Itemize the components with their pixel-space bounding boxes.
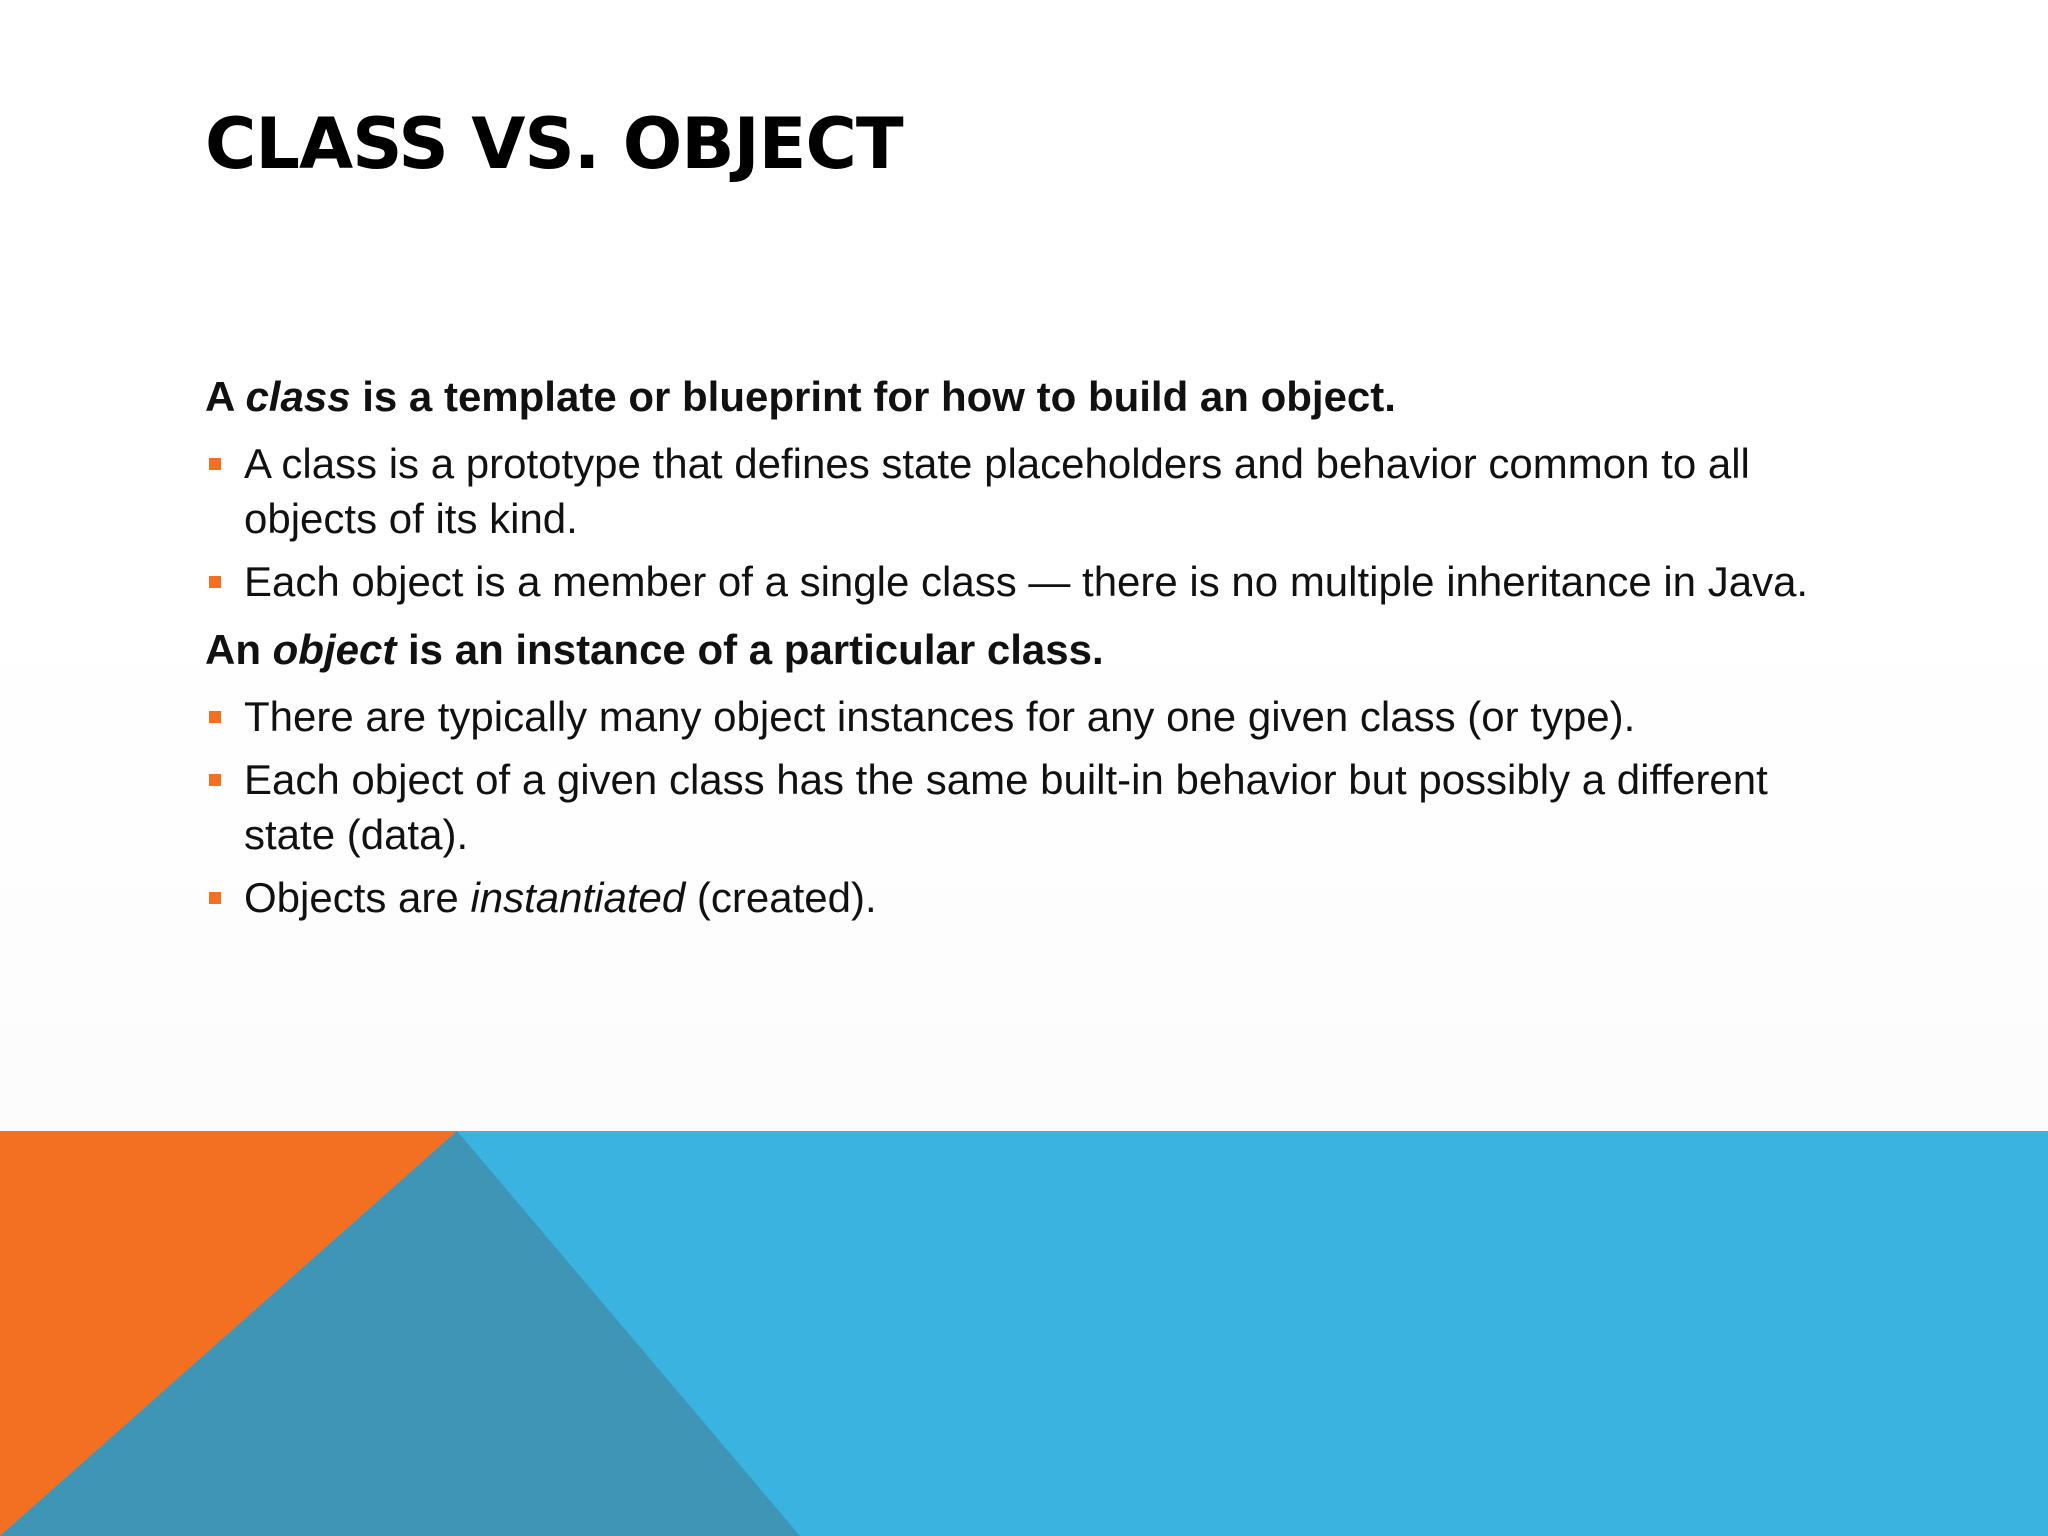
bullet-text-part: (created). [685, 874, 877, 921]
square-bullet-icon [209, 458, 221, 470]
heading-text: is an instance of a particular class. [396, 626, 1104, 673]
list-item [205, 689, 1845, 744]
bullet-text [244, 874, 877, 921]
decorative-footer-shapes [0, 1131, 2048, 1536]
heading-text: is a template or blueprint for how to build an object. [350, 373, 1396, 420]
class-definition-heading [205, 366, 1845, 428]
list-item [205, 870, 1845, 925]
bullet-text: Each object is a member of a single class — there is no multiple inheritance in Java. [244, 558, 1809, 605]
bullet-text: Each object of a given class has the same built-in behavior but possibly a different state (data). [244, 756, 1768, 858]
heading-text: A [205, 373, 246, 420]
list-item [205, 752, 1845, 862]
heading-text: An [205, 626, 273, 673]
list-item [205, 436, 1845, 546]
square-bullet-icon [209, 892, 221, 904]
class-bullet-list [205, 436, 1845, 609]
object-bullet-list [205, 689, 1845, 925]
heading-emphasis: object [272, 626, 397, 673]
square-bullet-icon [209, 774, 221, 786]
bullet-text: There are typically many object instances for any one given class (or type). [244, 693, 1636, 740]
list-item [205, 554, 1845, 609]
heading-emphasis: class [245, 373, 351, 420]
bullet-text: A class is a prototype that defines state placeholders and behavior common to all objects of its kind. [244, 440, 1750, 542]
slide-body [205, 366, 1845, 925]
bullet-text-part: Objects are [244, 874, 471, 921]
object-definition-heading [205, 619, 1845, 681]
slide-title: CLASS VS. OBJECT [205, 103, 903, 185]
square-bullet-icon [209, 711, 221, 723]
bullet-emphasis: instantiated [470, 874, 686, 921]
square-bullet-icon [209, 576, 221, 588]
